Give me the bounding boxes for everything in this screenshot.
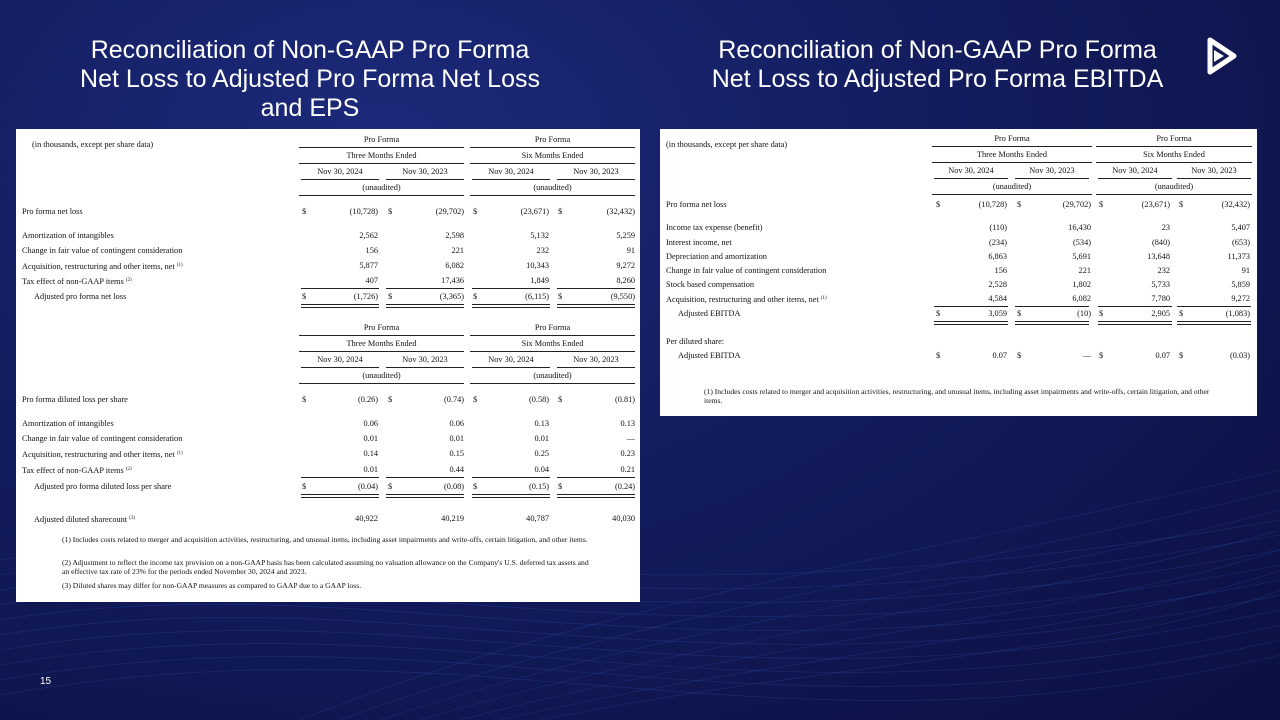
left-hdr2-col-1: Nov 30, 2024 — [317, 355, 363, 364]
left-s2-row-2-label-text: Change in fair value of contingent consideration — [22, 434, 183, 443]
right-total-value-3: 2,905 — [1151, 309, 1170, 318]
left-s1-row-3-value-3: 10,343 — [526, 261, 549, 270]
left-hdr1-col-3: Nov 30, 2024 — [488, 167, 534, 176]
left-hdr1-col-rule-2 — [386, 179, 464, 180]
left-s1-base-dollar-1: $ — [302, 207, 307, 216]
left-s2-base-dollar-2: $ — [388, 395, 393, 404]
right-hdr-col-rule-1 — [934, 178, 1008, 179]
left-s1-total-label-text: Adjusted pro forma net loss — [34, 292, 127, 301]
right-hdr-period-rule-2 — [1096, 162, 1252, 163]
right-row-2-label-text: Interest income, net — [666, 238, 732, 247]
left-sharecount-label — [34, 514, 135, 525]
right-row-3-label — [666, 252, 767, 262]
right-row-6-value-3: 7,780 — [1151, 294, 1170, 303]
left-s2-row-2-value-2: 0.01 — [449, 434, 464, 443]
right-row-6-value-2: 6,082 — [1072, 294, 1091, 303]
left-s2-row-3-label-footnote-ref: (1) — [176, 451, 183, 456]
left-s1-row-4-label-text: Tax effect of non-GAAP items — [22, 277, 124, 286]
left-s2-base-label-text: Pro forma diluted loss per share — [22, 395, 128, 404]
right-row-3-value-2: 5,691 — [1072, 252, 1091, 261]
right-base-label-text: Pro forma net loss — [666, 200, 727, 209]
left-hdr2-unaudited-rule-1 — [299, 383, 464, 384]
right-total-label-text: Adjusted EBITDA — [678, 309, 741, 318]
left-s1-row-2-value-4: 91 — [626, 246, 635, 255]
right-base-value-3: (23,671) — [1141, 200, 1170, 209]
right-hdr-period-2: Six Months Ended — [1143, 150, 1205, 159]
right-row-2-value-3: (840) — [1152, 238, 1170, 247]
left-s1-row-4-value-1: 407 — [365, 276, 378, 285]
right-sum-rule-1 — [934, 306, 1008, 307]
right-row-6-label — [666, 294, 827, 305]
left-s1-total-dollar-1: $ — [302, 292, 307, 301]
left-footnote-2: (2) Adjustment to reflect the income tax provision on a non-GAAP basis has been calculated assuming no valuation allowance on the Company's U.S. deferred tax assets and an effective tax rate of 23% for the periods ended November 30, 2024 and 2023. — [62, 558, 589, 576]
right-total-rule-4 — [1177, 321, 1251, 325]
left-s2-row-3-value-1: 0.14 — [363, 449, 378, 458]
right-total-dollar-3: $ — [1099, 309, 1104, 318]
left-s2-row-4-value-2: 0.44 — [449, 465, 464, 474]
right-total-rule-1 — [934, 321, 1008, 325]
right-row-6-value-1: 4,584 — [988, 294, 1007, 303]
left-s2-base-dollar-1: $ — [302, 395, 307, 404]
left-hdr2-unaudited-rule-2 — [470, 383, 635, 384]
left-hdr2-col-rule-3 — [472, 367, 550, 368]
right-row-5-value-4: 5,859 — [1231, 280, 1250, 289]
right-per-share-value-2: — — [1082, 351, 1091, 360]
left-s1-base-label — [22, 207, 83, 217]
left-s2-row-3-value-3: 0.25 — [534, 449, 549, 458]
left-table-panel — [16, 129, 640, 602]
left-s2-row-4-value-4: 0.21 — [620, 465, 635, 474]
page-number: 15 — [40, 676, 52, 687]
right-hdr-group-rule-2 — [1096, 146, 1252, 147]
right-row-4-value-1: 156 — [994, 266, 1007, 275]
left-title-line-3: and EPS — [260, 94, 360, 122]
left-s1-row-1-value-3: 5,132 — [530, 231, 549, 240]
left-hdr2-col-3: Nov 30, 2024 — [488, 355, 534, 364]
left-s1-base-value-1: (10,728) — [349, 207, 378, 216]
right-hdr-col-2: Nov 30, 2023 — [1029, 166, 1075, 175]
left-hdr2-group-2: Pro Forma — [534, 323, 571, 332]
left-s2-sum-rule-3 — [472, 477, 550, 478]
right-total-value-2: (10) — [1077, 309, 1091, 318]
left-hdr1-col-rule-1 — [301, 179, 379, 180]
left-s2-total-value-3: (0.15) — [528, 482, 549, 491]
right-row-5-value-1: 2,528 — [988, 280, 1007, 289]
left-s1-row-1-value-2: 2,598 — [445, 231, 464, 240]
left-s2-row-4-label-text: Tax effect of non-GAAP items — [22, 466, 124, 475]
left-title-line-1: Reconciliation of Non-GAAP Pro Forma — [90, 36, 530, 64]
left-s1-row-4-value-2: 17,436 — [441, 276, 464, 285]
right-per-share-value-3: 0.07 — [1155, 351, 1170, 360]
left-s1-sum-rule-3 — [472, 288, 550, 289]
right-per-share-heading: Per diluted share: — [666, 337, 725, 346]
right-hdr-group-rule-1 — [932, 146, 1092, 147]
left-s2-base-value-4: (0.81) — [614, 395, 635, 404]
left-s1-total-rule-2 — [386, 304, 464, 308]
right-footnote-1: (1) Includes costs related to merger and acquisition activities, restructuring, and unusual items, including asset impairments and write-offs, certain litigation, and other items. — [704, 387, 1210, 405]
right-base-dollar-2: $ — [1017, 200, 1022, 209]
left-s1-row-3-label — [22, 261, 183, 272]
left-s1-row-4-value-4: 8,260 — [616, 276, 635, 285]
right-per-share-value-4: (0.03) — [1229, 351, 1250, 360]
right-per-share-dollar-4: $ — [1179, 351, 1184, 360]
left-hdr1-col-rule-3 — [472, 179, 550, 180]
left-s1-total-dollar-2: $ — [388, 292, 393, 301]
right-row-4-label — [666, 266, 826, 276]
right-title-line-1: Reconciliation of Non-GAAP Pro Forma — [718, 36, 1157, 64]
left-hdr1-period-rule-2 — [470, 163, 635, 164]
left-hdr1-group-rule-2 — [470, 147, 635, 148]
left-hdr1-unaudited-rule-2 — [470, 195, 635, 196]
right-per-share-value-1: 0.07 — [992, 351, 1007, 360]
left-hdr2-col-2: Nov 30, 2023 — [402, 355, 448, 364]
left-s2-total-dollar-1: $ — [302, 482, 307, 491]
left-s1-row-1-value-1: 2,562 — [359, 231, 378, 240]
left-s2-total-label-text: Adjusted pro forma diluted loss per share — [34, 482, 172, 491]
left-sharecount-value-3: 40,787 — [526, 514, 549, 523]
right-row-5-value-3: 5,733 — [1151, 280, 1170, 289]
left-s2-row-3-label-text: Acquisition, restructuring and other items, net — [22, 450, 175, 459]
right-total-dollar-4: $ — [1179, 309, 1184, 318]
right-hdr-unaudited-1: (unaudited) — [992, 182, 1032, 191]
right-row-4-value-3: 232 — [1157, 266, 1170, 275]
right-hdr-period-rule-1 — [932, 162, 1092, 163]
right-total-dollar-1: $ — [936, 309, 941, 318]
right-hdr-unaudited-rule-2 — [1096, 194, 1252, 195]
right-sum-rule-3 — [1098, 306, 1172, 307]
left-s1-row-1-value-4: 5,259 — [616, 231, 635, 240]
left-s1-total-dollar-4: $ — [558, 292, 563, 301]
right-base-label — [666, 200, 727, 210]
right-base-value-4: (32,432) — [1221, 200, 1250, 209]
right-row-4-label-text: Change in fair value of contingent consideration — [666, 266, 827, 275]
left-sharecount-label-text: Adjusted diluted sharecount — [34, 515, 128, 524]
left-s2-row-2-value-1: 0.01 — [363, 434, 378, 443]
left-s1-sum-rule-1 — [301, 288, 379, 289]
left-footnote-3: (3) Diluted shares may differ for non-GAAP measures as compared to GAAP due to a GAAP loss. — [62, 581, 362, 590]
right-hdr-col-rule-3 — [1098, 178, 1172, 179]
right-hdr-group-2: Pro Forma — [1156, 134, 1192, 143]
right-row-6-label-text: Acquisition, restructuring and other items, net — [666, 295, 819, 304]
left-hdr1-group-rule-1 — [299, 147, 464, 148]
left-title-line-2: Net Loss to Adjusted Pro Forma Net Loss — [80, 65, 540, 93]
right-base-value-2: (29,702) — [1062, 200, 1091, 209]
left-title — [30, 36, 590, 123]
left-s1-total-dollar-3: $ — [473, 292, 478, 301]
right-row-1-value-2: 16,430 — [1068, 223, 1091, 232]
left-hdr2-col-rule-1 — [301, 367, 379, 368]
left-s2-row-3-value-2: 0.15 — [449, 449, 464, 458]
left-s2-row-3-value-4: 0.23 — [620, 449, 635, 458]
left-s2-total-dollar-3: $ — [473, 482, 478, 491]
left-s2-row-1-value-1: 0.06 — [363, 419, 378, 428]
right-row-2-value-2: (534) — [1073, 238, 1091, 247]
left-hdr1-col-2: Nov 30, 2023 — [402, 167, 448, 176]
right-row-4-value-4: 91 — [1241, 266, 1250, 275]
right-financial-table — [660, 129, 1257, 416]
left-s2-row-4-value-1: 0.01 — [363, 465, 378, 474]
left-s1-total-value-2: (3,365) — [439, 292, 464, 301]
left-hdr1-col-4: Nov 30, 2023 — [573, 167, 619, 176]
right-hdr-group-1: Pro Forma — [994, 134, 1030, 143]
left-sharecount-value-1: 40,922 — [355, 514, 378, 523]
right-row-1-value-4: 5,407 — [1231, 223, 1250, 232]
left-s1-row-2-label — [22, 246, 182, 256]
right-total-rule-3 — [1098, 321, 1172, 325]
left-s1-row-2-label-text: Change in fair value of contingent consideration — [22, 246, 183, 255]
right-per-share-dollar-3: $ — [1099, 351, 1104, 360]
left-hdr1-unaudited-1: (unaudited) — [362, 183, 401, 192]
left-s2-row-1-label — [22, 419, 114, 429]
right-hdr-period-1: Three Months Ended — [976, 150, 1048, 159]
right-sum-rule-2 — [1015, 306, 1089, 307]
right-row-3-value-1: 6,863 — [988, 252, 1007, 261]
left-s2-row-2-value-4: — — [626, 434, 635, 443]
left-sharecount-value-2: 40,219 — [441, 514, 464, 523]
left-hdr1-unaudited-2: (unaudited) — [533, 183, 572, 192]
left-hdr2-unaudited-2: (unaudited) — [533, 371, 572, 380]
left-s2-row-2-label — [22, 434, 182, 444]
left-s1-base-value-3: (23,671) — [520, 207, 549, 216]
right-hdr-col-rule-2 — [1015, 178, 1089, 179]
left-s2-total-value-1: (0.04) — [357, 482, 378, 491]
left-hdr2-col-4: Nov 30, 2023 — [573, 355, 619, 364]
right-row-5-label-text: Stock based compensation — [666, 280, 755, 289]
left-hdr2-col-rule-4 — [557, 367, 635, 368]
left-hdr2-col-rule-2 — [386, 367, 464, 368]
left-s1-row-3-label-text: Acquisition, restructuring and other items, net — [22, 262, 175, 271]
left-s2-row-4-label — [22, 465, 132, 476]
left-s1-row-3-value-2: 6,082 — [445, 261, 464, 270]
left-s2-row-1-label-text: Amortization of intangibles — [22, 419, 114, 428]
left-hdr2-group-rule-1 — [299, 335, 464, 336]
left-s2-total-rule-1 — [301, 494, 379, 498]
right-row-1-label-text: Income tax expense (benefit) — [666, 223, 763, 232]
left-s1-row-3-label-footnote-ref: (1) — [176, 263, 183, 268]
left-s2-total-dollar-2: $ — [388, 482, 393, 491]
left-s2-row-2-value-3: 0.01 — [534, 434, 549, 443]
left-s2-total-dollar-4: $ — [558, 482, 563, 491]
left-hdr1-col-rule-4 — [557, 179, 635, 180]
right-hdr-col-1: Nov 30, 2024 — [948, 166, 994, 175]
left-s2-row-1-value-2: 0.06 — [449, 419, 464, 428]
right-total-rule-2 — [1015, 321, 1089, 325]
left-s2-total-rule-3 — [472, 494, 550, 498]
right-per-share-label — [678, 351, 740, 361]
right-hdr-col-4: Nov 30, 2023 — [1191, 166, 1237, 175]
right-row-1-value-1: (110) — [989, 223, 1007, 232]
right-row-1-label — [666, 223, 763, 233]
left-s1-row-2-value-1: 156 — [365, 246, 378, 255]
left-s1-total-rule-4 — [557, 304, 635, 308]
left-s1-row-4-label — [22, 276, 132, 287]
right-unit-note: (in thousands, except per share data) — [666, 140, 788, 149]
left-s2-total-value-2: (0.08) — [443, 482, 464, 491]
right-title-line-2: Net Loss to Adjusted Pro Forma EBITDA — [711, 65, 1164, 93]
left-s2-base-value-3: (0.58) — [528, 395, 549, 404]
left-s1-row-3-value-1: 5,877 — [359, 261, 378, 270]
left-s1-total-label — [34, 292, 126, 302]
right-base-dollar-1: $ — [936, 200, 941, 209]
left-s1-base-label-text: Pro forma net loss — [22, 207, 83, 216]
left-s1-total-value-3: (6,115) — [525, 292, 549, 301]
left-s2-base-value-1: (0.26) — [357, 395, 378, 404]
left-s1-total-value-4: (9,550) — [610, 292, 635, 301]
right-title — [665, 36, 1210, 94]
left-sharecount-value-4: 40,030 — [612, 514, 635, 523]
left-s2-base-label — [22, 395, 128, 405]
left-hdr2-group-rule-2 — [470, 335, 635, 336]
left-s1-base-dollar-4: $ — [558, 207, 563, 216]
left-s1-row-1-label — [22, 231, 114, 241]
left-hdr2-unaudited-1: (unaudited) — [362, 371, 401, 380]
left-s2-total-rule-4 — [557, 494, 635, 498]
left-hdr2-period-rule-1 — [299, 351, 464, 352]
left-s2-sum-rule-4 — [557, 477, 635, 478]
right-per-share-dollar-1: $ — [936, 351, 941, 360]
left-s1-sum-rule-2 — [386, 288, 464, 289]
left-hdr2-period-rule-2 — [470, 351, 635, 352]
left-s2-sum-rule-1 — [301, 477, 379, 478]
left-hdr1-group-2: Pro Forma — [534, 135, 571, 144]
left-s1-total-rule-3 — [472, 304, 550, 308]
right-row-1-value-3: 23 — [1161, 223, 1170, 232]
right-row-5-value-2: 1,802 — [1072, 280, 1091, 289]
left-s1-base-dollar-2: $ — [388, 207, 393, 216]
right-row-2-value-4: (653) — [1232, 238, 1250, 247]
right-total-dollar-2: $ — [1017, 309, 1022, 318]
left-s1-row-2-value-2: 221 — [451, 246, 464, 255]
left-s2-base-dollar-4: $ — [558, 395, 563, 404]
left-s1-sum-rule-4 — [557, 288, 635, 289]
left-s2-total-rule-2 — [386, 494, 464, 498]
left-s2-total-label — [34, 482, 171, 492]
left-s1-row-4-value-3: 1,849 — [530, 276, 549, 285]
left-s2-row-1-value-4: 0.13 — [620, 419, 635, 428]
left-s1-row-4-label-footnote-ref: (2) — [125, 278, 132, 283]
right-row-3-value-4: 11,373 — [1227, 252, 1250, 261]
left-s2-total-value-4: (0.24) — [614, 482, 635, 491]
right-row-3-label-text: Depreciation and amortization — [666, 252, 767, 261]
right-per-share-label-text: Adjusted EBITDA — [678, 351, 741, 360]
left-s2-row-1-value-3: 0.13 — [534, 419, 549, 428]
right-base-dollar-4: $ — [1179, 200, 1184, 209]
left-s1-row-2-value-3: 232 — [536, 246, 549, 255]
right-total-value-4: (1,083) — [1225, 309, 1250, 318]
left-hdr1-group-1: Pro Forma — [363, 135, 400, 144]
left-s1-row-1-label-text: Amortization of intangibles — [22, 231, 114, 240]
right-row-3-value-3: 13,648 — [1147, 252, 1170, 261]
left-s1-total-rule-1 — [301, 304, 379, 308]
right-row-6-label-footnote-ref: (1) — [820, 296, 827, 301]
right-table-panel — [660, 129, 1257, 416]
left-s1-base-dollar-3: $ — [473, 207, 478, 216]
left-hdr2-period-1: Three Months Ended — [346, 339, 417, 348]
right-base-dollar-3: $ — [1099, 200, 1104, 209]
right-row-2-value-1: (234) — [989, 238, 1007, 247]
brand-logo-icon — [1200, 34, 1244, 78]
left-hdr1-period-2: Six Months Ended — [521, 151, 584, 160]
left-s2-base-dollar-3: $ — [473, 395, 478, 404]
left-s2-row-4-value-3: 0.04 — [534, 465, 549, 474]
right-row-6-value-4: 9,272 — [1231, 294, 1250, 303]
left-hdr1-period-1: Three Months Ended — [346, 151, 417, 160]
left-sharecount-label-footnote-ref: (3) — [129, 516, 136, 521]
left-hdr1-period-rule-1 — [299, 163, 464, 164]
left-hdr2-group-1: Pro Forma — [363, 323, 400, 332]
left-s2-row-4-label-footnote-ref: (2) — [125, 467, 132, 472]
left-s1-base-value-2: (29,702) — [435, 207, 464, 216]
left-unit-note: (in thousands, except per share data) — [32, 140, 154, 149]
left-s2-sum-rule-2 — [386, 477, 464, 478]
left-footnote-1: (1) Includes costs related to merger and acquisition activities, restructuring, and unusual items, including asset impairments and write-offs, certain litigation, and other items. — [62, 535, 588, 544]
left-s1-row-3-value-4: 9,272 — [616, 261, 635, 270]
left-hdr1-unaudited-rule-1 — [299, 195, 464, 196]
right-total-label — [678, 309, 740, 319]
right-total-value-1: 3,059 — [988, 309, 1007, 318]
right-per-share-dollar-2: $ — [1017, 351, 1022, 360]
right-sum-rule-4 — [1177, 306, 1251, 307]
right-row-5-label — [666, 280, 754, 290]
right-hdr-col-3: Nov 30, 2024 — [1112, 166, 1158, 175]
left-s2-row-3-label — [22, 449, 183, 460]
left-hdr2-period-2: Six Months Ended — [521, 339, 584, 348]
left-hdr1-col-1: Nov 30, 2024 — [317, 167, 363, 176]
right-row-2-label — [666, 238, 732, 248]
right-base-value-1: (10,728) — [978, 200, 1007, 209]
right-hdr-unaudited-rule-1 — [932, 194, 1092, 195]
left-financial-table — [16, 129, 640, 602]
left-s1-total-value-1: (1,726) — [353, 292, 378, 301]
right-hdr-unaudited-2: (unaudited) — [1154, 182, 1194, 191]
right-hdr-col-rule-4 — [1177, 178, 1251, 179]
left-s2-base-value-2: (0.74) — [443, 395, 464, 404]
right-row-4-value-2: 221 — [1078, 266, 1091, 275]
left-s1-base-value-4: (32,432) — [606, 207, 635, 216]
